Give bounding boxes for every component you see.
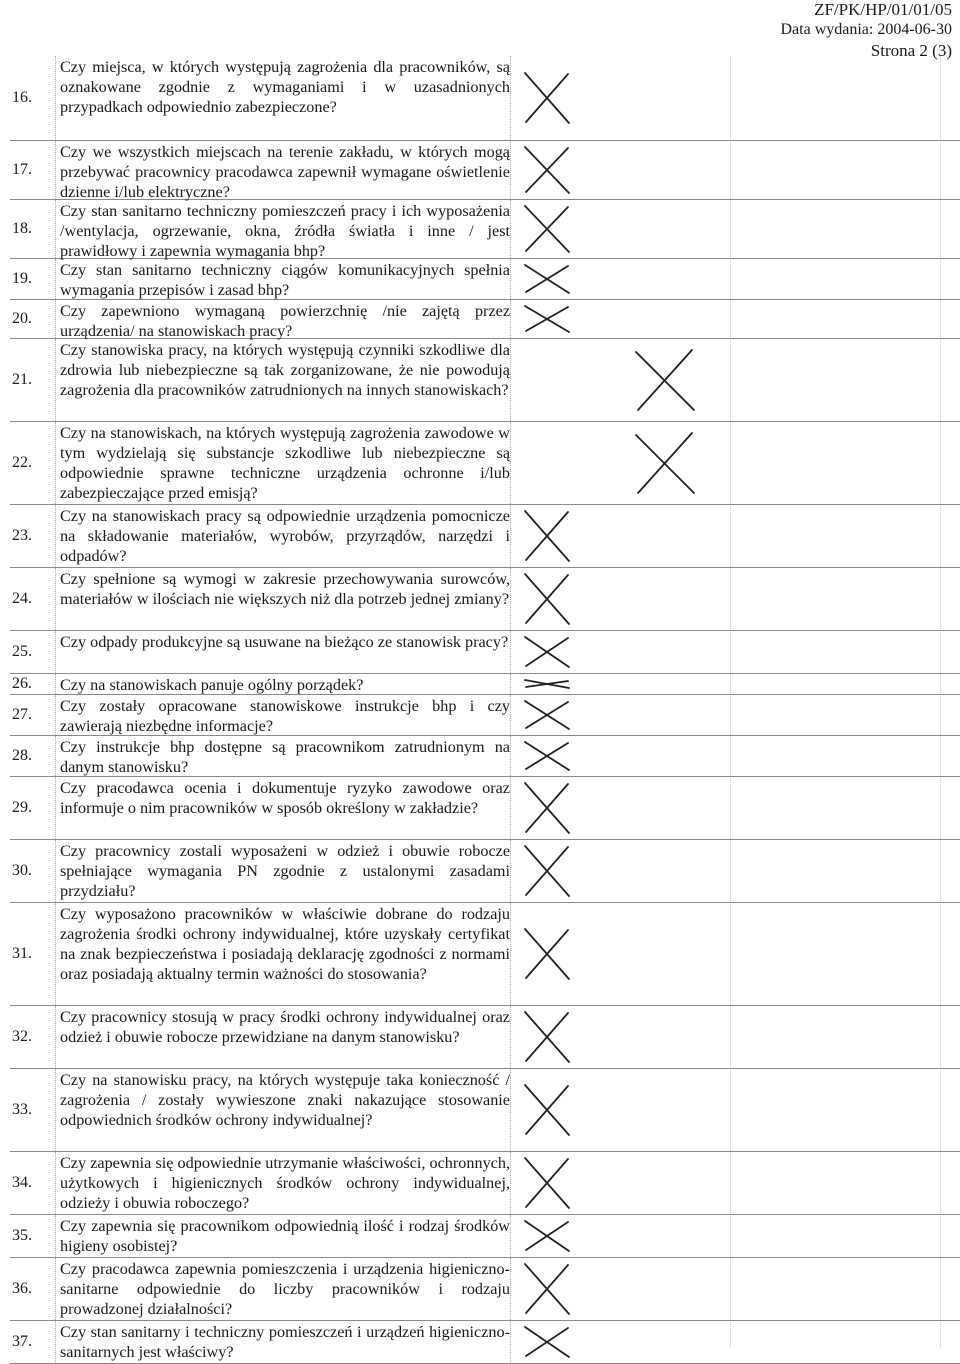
- checklist-row: [10, 568, 960, 631]
- remarks-cell: [620, 631, 730, 673]
- question-text: Czy na stanowiskach panuje ogólny porządek?: [60, 676, 364, 694]
- cross-mark-icon: [521, 1155, 573, 1211]
- checklist-row: [10, 1152, 960, 1215]
- remarks-cell: [620, 141, 730, 199]
- checklist-row: [10, 903, 960, 1006]
- question-text: Czy pracodawca ocenia i dokumentuje ryzyko zawodowe oraz informuje o nim pracowników w sposób określony w zakładzie?: [60, 779, 510, 817]
- question-text: Czy zostały opracowane stanowiskowe instrukcje bhp i czy zawierają niezbędne informacje?: [60, 697, 510, 735]
- question-number: 33.: [10, 1069, 56, 1151]
- question-text: Czy zapewnia się pracownikom odpowiednią ilość i rodzaj środków higieny osobistej?: [60, 1217, 510, 1255]
- question-number: 24.: [10, 568, 56, 630]
- cross-mark-icon: [521, 1082, 573, 1138]
- question-number: 21.: [10, 339, 56, 421]
- checklist-row: [10, 1006, 960, 1069]
- answer-cell: [510, 300, 591, 338]
- cross-mark-icon: [630, 427, 700, 499]
- question-text: Czy we wszystkich miejscach na terenie zakładu, w których mogą przebywać pracownicy pracodawca zapewnił wymagane oświetlenie dzienne i/lub elektryczne?: [60, 143, 510, 201]
- answer-cell: [510, 259, 591, 299]
- answer-cell: [510, 1215, 591, 1257]
- checklist-row: [10, 56, 960, 141]
- cross-mark-icon: [521, 677, 573, 691]
- question-number: 19.: [10, 259, 56, 299]
- question-number: 29.: [10, 777, 56, 839]
- question-text: Czy pracownicy stosują w pracy środki ochrony indywidualnej oraz odzież i obuwie robocze przewidziane na danym stanowisku?: [60, 1008, 510, 1046]
- answer-cell: [510, 339, 591, 421]
- remarks-cell: [620, 422, 730, 504]
- question-number: 36.: [10, 1258, 56, 1320]
- question-number: 16.: [10, 56, 56, 140]
- answer-cell: [510, 200, 591, 258]
- answer-cell: [510, 56, 591, 140]
- answer-cell: [510, 568, 591, 630]
- question-number: 28.: [10, 736, 56, 776]
- question-number: 20.: [10, 300, 56, 338]
- checklist-row: [10, 339, 960, 422]
- cross-mark-icon: [521, 262, 573, 296]
- remarks-cell: [620, 505, 730, 567]
- question-number: 31.: [10, 903, 56, 1005]
- question-number: 30.: [10, 840, 56, 902]
- question-number: 34.: [10, 1152, 56, 1214]
- checklist-row: [10, 695, 960, 736]
- remarks-cell: [620, 674, 730, 694]
- cross-mark-icon: [521, 1324, 573, 1360]
- remarks-cell: [620, 695, 730, 735]
- remarks-cell: [620, 568, 730, 630]
- remarks-cell: [620, 1321, 730, 1363]
- question-number: 25.: [10, 631, 56, 673]
- cross-mark-icon: [521, 1009, 573, 1065]
- question-number: 27.: [10, 695, 56, 735]
- answer-cell: [510, 141, 591, 199]
- cross-mark-icon: [521, 70, 573, 126]
- question-text: Czy na stanowiskach pracy są odpowiednie urządzenia pomocnicze na składowanie materiałów, wyrobów, przyrządów, narzędzi i odpadów?: [60, 507, 510, 565]
- question-text: Czy zapewniono wymaganą powierzchnię /nie zajętą przez urządzenia/ na stanowiskach pracy?: [60, 302, 510, 340]
- cross-mark-icon: [521, 303, 573, 335]
- checklist-row: [10, 1321, 960, 1364]
- question-text: Czy miejsca, w których występują zagrożenia dla pracowników, są oznakowane zgodnie z wymaganiami i w uzasadnionych przypadkach odpowiednio zabezpieczone?: [60, 58, 510, 116]
- checklist-table: [10, 56, 960, 1364]
- remarks-cell: [620, 339, 730, 421]
- answer-cell: [510, 903, 591, 1005]
- cross-mark-icon: [521, 203, 573, 255]
- question-text: Czy odpady produkcyjne są usuwane na bieżąco ze stanowisk pracy?: [60, 633, 509, 651]
- cross-mark-icon: [521, 634, 573, 670]
- answer-cell: [510, 631, 591, 673]
- answer-cell: [510, 674, 591, 694]
- question-text: Czy na stanowisku pracy, na których występuje taka konieczność / zagrożenia / zostały wywieszone znaki nakazujące stosowanie odpowiednich środków ochrony indywidualnej?: [60, 1071, 510, 1129]
- question-text: Czy spełnione są wymogi w zakresie przechowywania surowców, materiałów w ilościach nie większych niż dla potrzeb jednej zmiany?: [60, 570, 510, 608]
- question-text: Czy stan sanitarny i techniczny pomieszczeń i urządzeń higieniczno-sanitarnych jest właściwy?: [60, 1323, 510, 1361]
- question-number: 22.: [10, 422, 56, 504]
- answer-cell: [510, 422, 591, 504]
- checklist-row: [10, 674, 960, 695]
- question-number: 35.: [10, 1215, 56, 1257]
- remarks-cell: [620, 736, 730, 776]
- document-code: ZF/PK/HP/01/01/05: [814, 0, 952, 19]
- issue-date: Data wydania: 2004-06-30: [780, 21, 952, 38]
- question-text: Czy stan sanitarno techniczny ciągów komunikacyjnych spełnia wymagania przepisów i zasad bhp?: [60, 261, 510, 299]
- remarks-cell: [620, 300, 730, 338]
- question-text: Czy stanowiska pracy, na których występują czynniki szkodliwe dla zdrowia lub niebezpieczne są tak zorganizowane, że nie powodują zagrożenia dla pracowników zatrudnionych na innych stanowiskach?: [60, 341, 510, 399]
- question-text: Czy pracownicy zostali wyposażeni w odzież i obuwie robocze spełniające wymagania PN zgodnie z ustalonymi zasadami przydziału?: [60, 842, 510, 900]
- remarks-cell: [620, 56, 730, 140]
- question-number: 23.: [10, 505, 56, 567]
- answer-cell: [510, 1069, 591, 1151]
- question-number: 37.: [10, 1321, 56, 1363]
- cross-mark-icon: [521, 571, 573, 627]
- checklist-row: [10, 840, 960, 903]
- remarks-cell: [620, 903, 730, 1005]
- checklist-row: [10, 1258, 960, 1321]
- checklist-row: [10, 631, 960, 674]
- answer-cell: [510, 736, 591, 776]
- remarks-cell: [620, 1258, 730, 1320]
- answer-cell: [510, 840, 591, 902]
- checklist-row: [10, 200, 960, 259]
- checklist-row: [10, 777, 960, 840]
- question-text: Czy zapewnia się odpowiednie utrzymanie właściwości, ochronnych, użytkowych i higienicznych środków ochrony indywidualnej, odzieży i obuwia roboczego?: [60, 1154, 510, 1212]
- cross-mark-icon: [521, 780, 573, 836]
- page-number: Strona 2 (3): [870, 41, 952, 60]
- remarks-cell: [620, 840, 730, 902]
- answer-cell: [510, 777, 591, 839]
- question-number: 17.: [10, 141, 56, 199]
- remarks-cell: [620, 200, 730, 258]
- cross-mark-icon: [521, 1261, 573, 1317]
- remarks-cell: [620, 1152, 730, 1214]
- question-text: Czy pracodawca zapewnia pomieszczenia i urządzenia higieniczno-sanitarne odpowiednie do liczby pracowników i rodzaju prowadzonej działalności?: [60, 1260, 510, 1318]
- answer-cell: [510, 505, 591, 567]
- checklist-row: [10, 141, 960, 200]
- checklist-row: [10, 300, 960, 339]
- checklist-row: [10, 422, 960, 505]
- answer-cell: [510, 1006, 591, 1068]
- cross-mark-icon: [521, 926, 573, 982]
- question-number: 32.: [10, 1006, 56, 1068]
- answer-cell: [510, 1152, 591, 1214]
- cross-mark-icon: [521, 144, 573, 196]
- checklist-row: [10, 1215, 960, 1258]
- checklist-row: [10, 1069, 960, 1152]
- question-text: Czy na stanowiskach, na których występują zagrożenia zawodowe w tym wydzielają się substancje szkodliwe lub niebezpieczne są odpowiednie sprawne techniczne urządzenia ochronne i/lub zabezpieczające przed emisją?: [60, 424, 510, 502]
- question-text: Czy stan sanitarno techniczny pomieszczeń pracy i ich wyposażenia /wentylacja, ogrzewanie, okna, źródła światła i inne / jest prawidłowy i zapewnia wymagania bhp?: [60, 202, 510, 260]
- remarks-cell: [620, 1069, 730, 1151]
- cross-mark-icon: [521, 843, 573, 899]
- checklist-row: [10, 259, 960, 300]
- answer-cell: [510, 695, 591, 735]
- checklist-row: [10, 736, 960, 777]
- checklist-row: [10, 505, 960, 568]
- remarks-cell: [620, 1215, 730, 1257]
- remarks-cell: [620, 777, 730, 839]
- question-text: Czy wyposażono pracowników w właściwie dobrane do rodzaju zagrożenia środki ochrony indywidualnej, które uzyskały certyfikat na znak bezpieczeństwa i posiadają deklarację zgodności z normami oraz posiadają aktualny termin ważności do stosowania?: [60, 905, 510, 983]
- remarks-cell: [620, 1006, 730, 1068]
- cross-mark-icon: [521, 1218, 573, 1254]
- cross-mark-icon: [521, 698, 573, 732]
- cross-mark-icon: [521, 739, 573, 773]
- cross-mark-icon: [630, 344, 700, 416]
- cross-mark-icon: [521, 508, 573, 564]
- question-text: Czy instrukcje bhp dostępne są pracownikom zatrudnionym na danym stanowisku?: [60, 738, 510, 776]
- question-number: 18.: [10, 200, 56, 258]
- remarks-cell: [620, 259, 730, 299]
- document-header: [780, 0, 952, 61]
- answer-cell: [510, 1258, 591, 1320]
- question-number: 26.: [10, 674, 56, 694]
- answer-cell: [510, 1321, 591, 1363]
